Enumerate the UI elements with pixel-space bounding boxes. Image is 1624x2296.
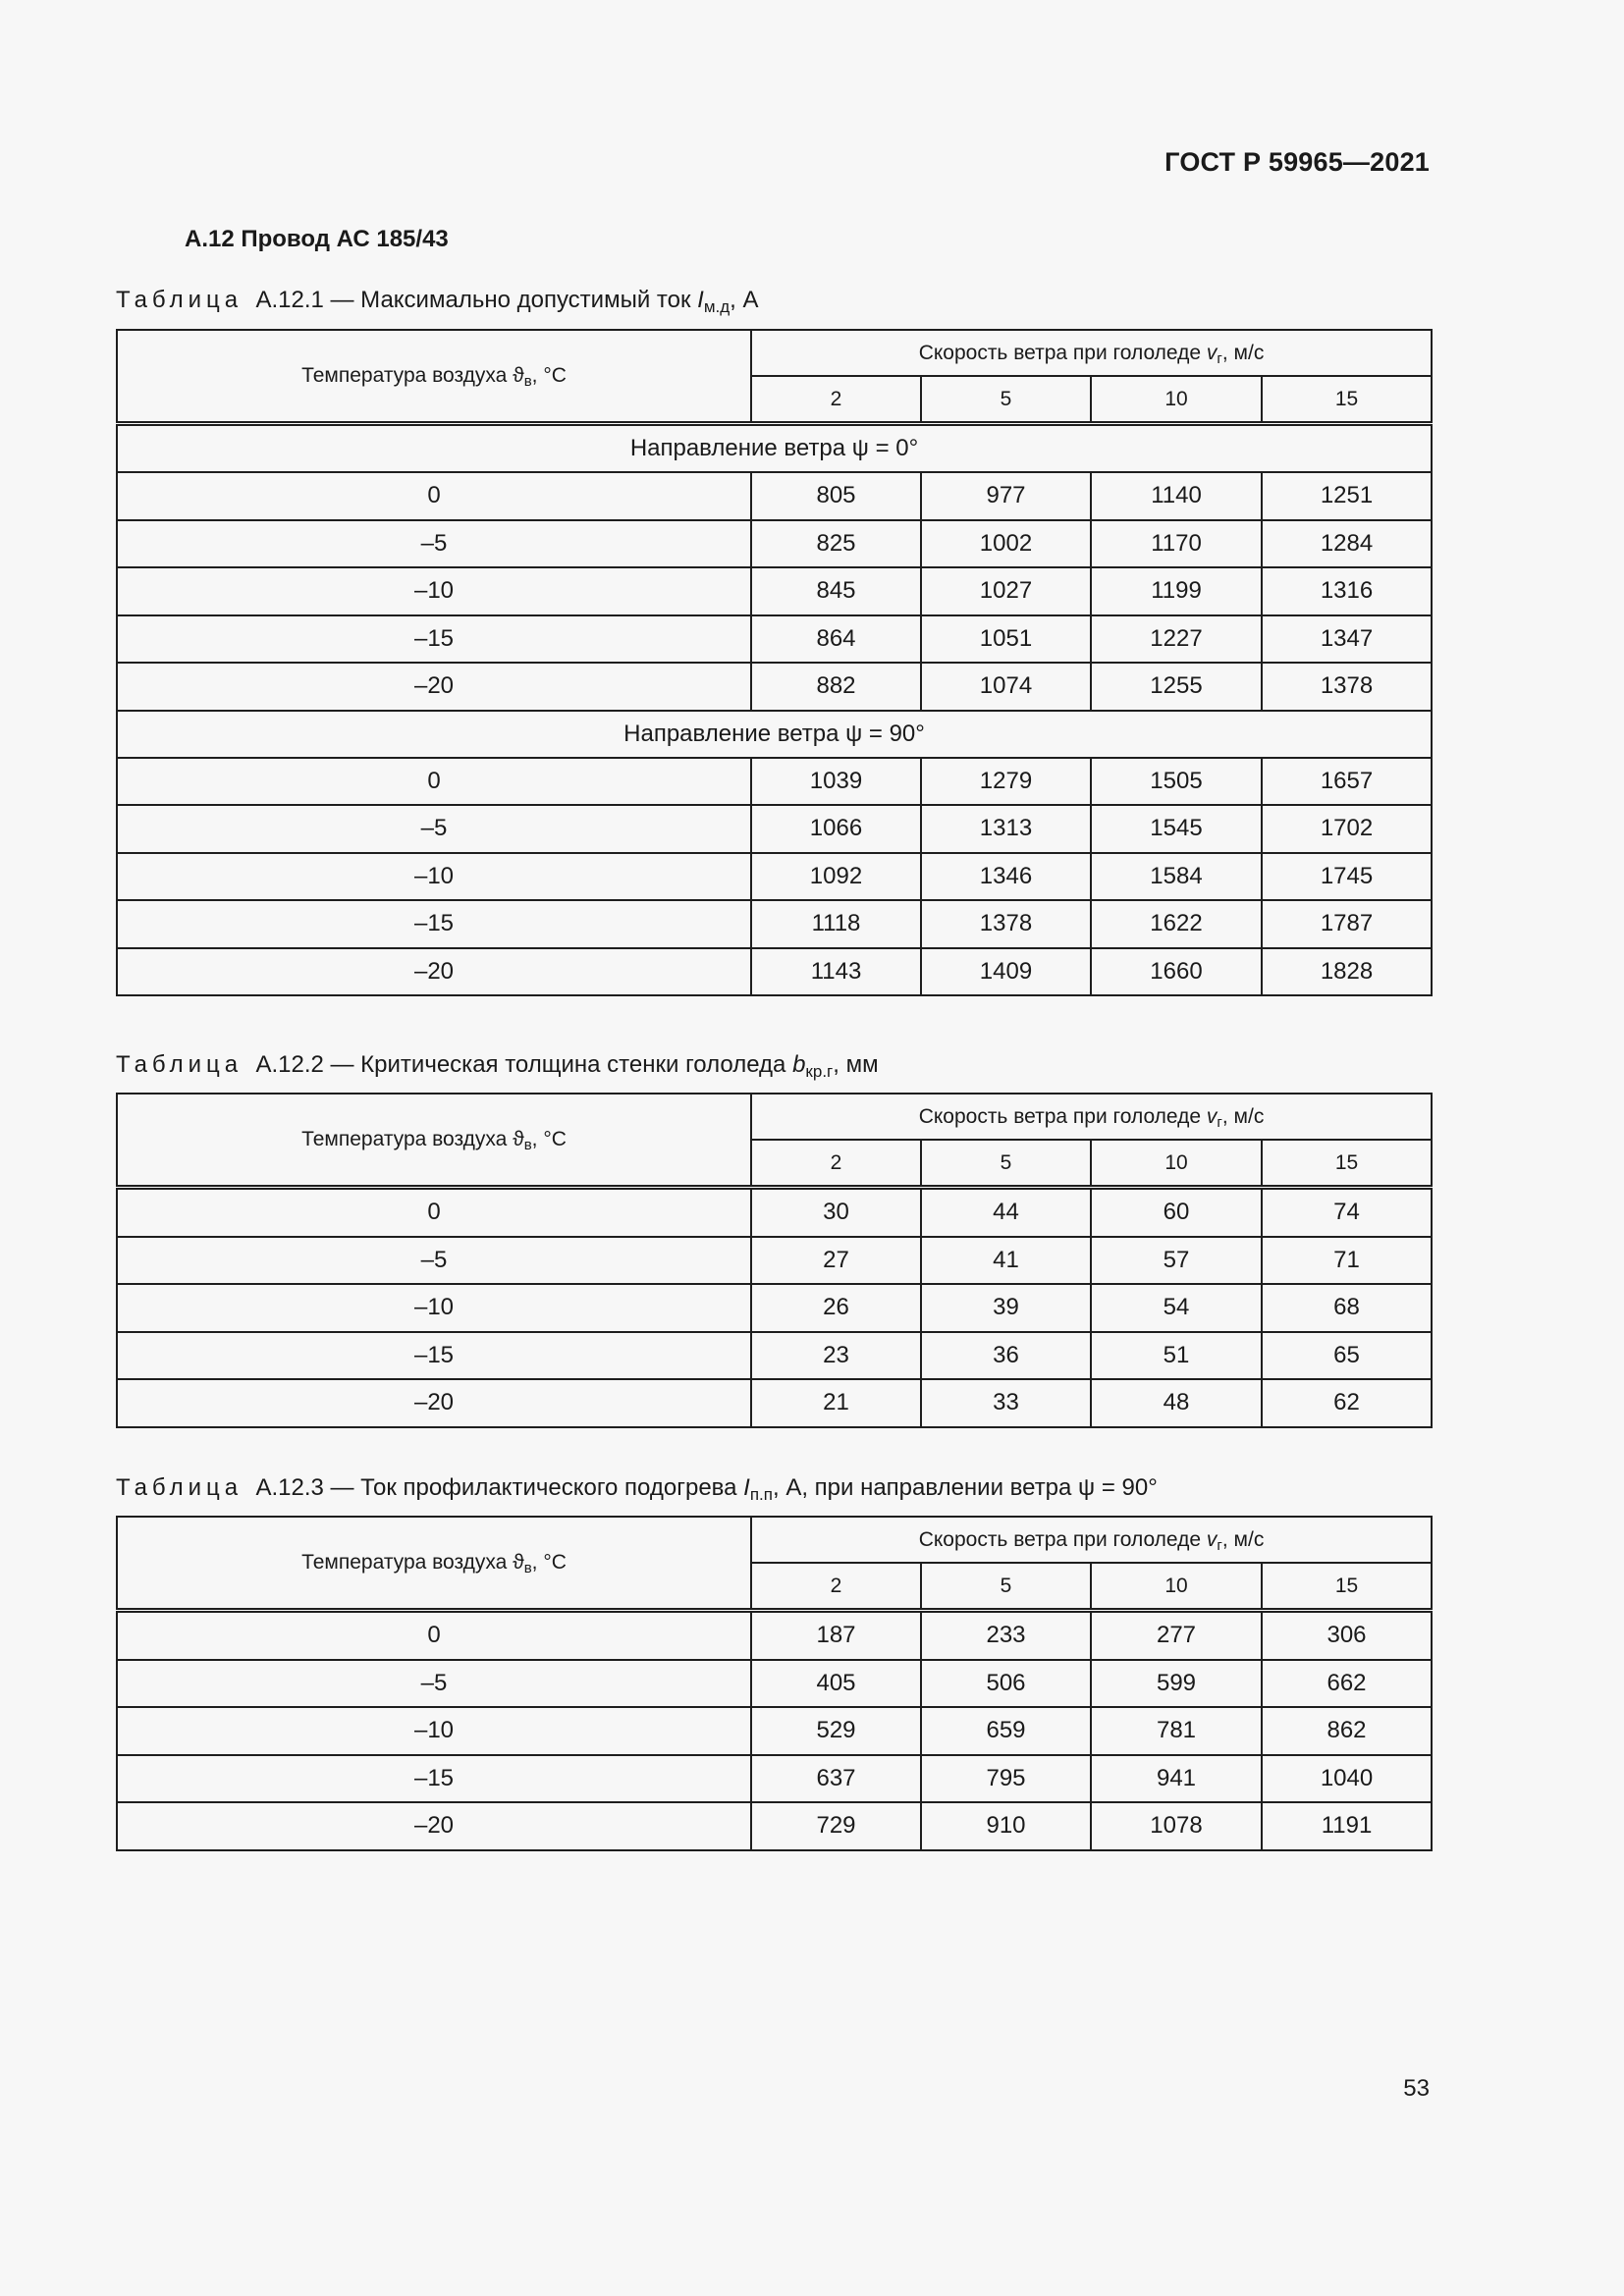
temperature-cell: –10	[117, 1707, 751, 1755]
value-cell: 277	[1091, 1611, 1262, 1660]
temperature-cell: 0	[117, 472, 751, 520]
wind-speed-label: Скорость ветра при гололеде	[918, 341, 1207, 364]
value-cell: 1828	[1262, 948, 1432, 996]
caption-number: А.12.3	[255, 1474, 324, 1501]
value-cell: 1346	[921, 853, 1091, 901]
caption-number: А.12.1	[255, 287, 324, 313]
wind-speed-label: Скорость ветра при гололеде	[918, 1527, 1207, 1551]
temperature-label: Температура воздуха ϑ	[301, 1551, 524, 1574]
caption-symbol: I	[743, 1474, 750, 1501]
value-cell: 1313	[921, 805, 1091, 853]
value-cell: 71	[1262, 1237, 1432, 1285]
value-cell: 1251	[1262, 472, 1432, 520]
wind-speed-header	[751, 330, 1432, 376]
value-cell: 306	[1262, 1611, 1432, 1660]
temperature-cell: –15	[117, 615, 751, 664]
caption-prefix: Таблица	[116, 1051, 244, 1078]
caption-suffix: , мм	[833, 1051, 879, 1078]
table-row	[117, 948, 1432, 996]
value-cell: 1199	[1091, 567, 1262, 615]
caption-text: — Ток профилактического подогрева	[323, 1474, 744, 1501]
value-cell: 637	[751, 1755, 921, 1803]
table-caption	[116, 1051, 879, 1079]
value-cell: 864	[751, 615, 921, 664]
temperature-header	[117, 1517, 751, 1611]
temperature-label: Температура воздуха ϑ	[301, 364, 524, 387]
temperature-cell: –10	[117, 1284, 751, 1332]
caption-text: — Максимально допустимый ток	[323, 287, 698, 313]
temperature-cell: –20	[117, 948, 751, 996]
value-cell: 68	[1262, 1284, 1432, 1332]
value-cell: 1118	[751, 900, 921, 948]
table-row	[117, 1611, 1432, 1660]
caption-prefix: Таблица	[116, 1474, 244, 1501]
value-cell: 659	[921, 1707, 1091, 1755]
temperature-sub: в	[523, 1137, 532, 1153]
value-cell: 1584	[1091, 853, 1262, 901]
temperature-cell: 0	[117, 758, 751, 806]
value-cell: 36	[921, 1332, 1091, 1380]
table-row	[117, 1660, 1432, 1708]
table-row	[117, 615, 1432, 664]
value-cell: 21	[751, 1379, 921, 1427]
table-row	[117, 472, 1432, 520]
caption-symbol-sub: м.д	[703, 297, 731, 316]
table-row	[117, 1755, 1432, 1803]
temperature-cell: –5	[117, 1660, 751, 1708]
value-cell: 805	[751, 472, 921, 520]
temperature-cell: –15	[117, 1332, 751, 1380]
value-cell: 1191	[1262, 1802, 1432, 1850]
value-cell: 1051	[921, 615, 1091, 664]
wind-speed-value: 2	[751, 376, 921, 424]
value-cell: 26	[751, 1284, 921, 1332]
wind-speed-header	[751, 1094, 1432, 1140]
value-cell: 1657	[1262, 758, 1432, 806]
value-cell: 910	[921, 1802, 1091, 1850]
wind-speed-label: Скорость ветра при гололеде	[918, 1104, 1207, 1128]
wind-speed-sub: г	[1217, 1536, 1222, 1554]
table-row	[117, 1237, 1432, 1285]
value-cell: 1140	[1091, 472, 1262, 520]
temperature-header	[117, 1094, 751, 1188]
temperature-cell: –20	[117, 1379, 751, 1427]
value-cell: 54	[1091, 1284, 1262, 1332]
value-cell: 1170	[1091, 520, 1262, 568]
value-cell: 1279	[921, 758, 1091, 806]
wind-speed-sub: г	[1217, 1113, 1222, 1131]
wind-speed-unit: , м/с	[1221, 1527, 1265, 1551]
value-cell: 1378	[1262, 663, 1432, 711]
value-cell: 65	[1262, 1332, 1432, 1380]
value-cell: 941	[1091, 1755, 1262, 1803]
value-cell: 529	[751, 1707, 921, 1755]
temperature-cell: –20	[117, 1802, 751, 1850]
table-caption	[116, 287, 759, 314]
table-row	[117, 1284, 1432, 1332]
table-row	[117, 1188, 1432, 1237]
temperature-header	[117, 330, 751, 424]
value-cell: 33	[921, 1379, 1091, 1427]
table-row	[117, 1332, 1432, 1380]
value-cell: 845	[751, 567, 921, 615]
temperature-cell: 0	[117, 1188, 751, 1237]
value-cell: 729	[751, 1802, 921, 1850]
value-cell: 1078	[1091, 1802, 1262, 1850]
wind-speed-unit: , м/с	[1221, 1104, 1265, 1128]
temperature-cell: –5	[117, 520, 751, 568]
value-cell: 233	[921, 1611, 1091, 1660]
value-cell: 1227	[1091, 615, 1262, 664]
data-table-2	[116, 1093, 1433, 1428]
data-table-3	[116, 1516, 1433, 1851]
value-cell: 60	[1091, 1188, 1262, 1237]
wind-speed-value: 5	[921, 376, 1091, 424]
caption-text: — Критическая толщина стенки гололеда	[323, 1051, 793, 1078]
value-cell: 795	[921, 1755, 1091, 1803]
value-cell: 1316	[1262, 567, 1432, 615]
value-cell: 1284	[1262, 520, 1432, 568]
table-caption	[116, 1474, 1158, 1502]
value-cell: 977	[921, 472, 1091, 520]
caption-suffix: , А, при направлении ветра ψ = 90°	[772, 1474, 1158, 1501]
caption-number: А.12.2	[255, 1051, 324, 1078]
value-cell: 506	[921, 1660, 1091, 1708]
temperature-cell: 0	[117, 1611, 751, 1660]
value-cell: 187	[751, 1611, 921, 1660]
value-cell: 781	[1091, 1707, 1262, 1755]
value-cell: 1545	[1091, 805, 1262, 853]
wind-speed-value: 15	[1262, 1140, 1432, 1188]
table-row	[117, 520, 1432, 568]
temperature-sub: в	[523, 373, 532, 390]
caption-symbol: I	[697, 287, 704, 313]
value-cell: 1255	[1091, 663, 1262, 711]
wind-speed-value: 5	[921, 1563, 1091, 1611]
value-cell: 1702	[1262, 805, 1432, 853]
wind-speed-value: 10	[1091, 376, 1262, 424]
temperature-cell: –5	[117, 1237, 751, 1285]
table-row	[117, 900, 1432, 948]
wind-speed-value: 5	[921, 1140, 1091, 1188]
temperature-sub: в	[523, 1560, 532, 1576]
value-cell: 1622	[1091, 900, 1262, 948]
wind-speed-value: 10	[1091, 1563, 1262, 1611]
temperature-label: Температура воздуха ϑ	[301, 1128, 524, 1150]
value-cell: 882	[751, 663, 921, 711]
value-cell: 1409	[921, 948, 1091, 996]
table-row	[117, 567, 1432, 615]
value-cell: 51	[1091, 1332, 1262, 1380]
value-cell: 1092	[751, 853, 921, 901]
wind-speed-header	[751, 1517, 1432, 1563]
value-cell: 662	[1262, 1660, 1432, 1708]
value-cell: 1027	[921, 567, 1091, 615]
caption-suffix: , А	[730, 287, 759, 313]
value-cell: 1378	[921, 900, 1091, 948]
caption-symbol-sub: п.п	[749, 1485, 773, 1504]
value-cell: 405	[751, 1660, 921, 1708]
temperature-cell: –15	[117, 1755, 751, 1803]
value-cell: 48	[1091, 1379, 1262, 1427]
table-row	[117, 1379, 1432, 1427]
caption-symbol-sub: кр.г	[805, 1062, 834, 1081]
wind-speed-symbol: v	[1206, 1104, 1218, 1128]
table-row	[117, 663, 1432, 711]
value-cell: 1745	[1262, 853, 1432, 901]
caption-symbol: b	[792, 1051, 806, 1078]
table-row	[117, 805, 1432, 853]
table-row	[117, 1707, 1432, 1755]
section-title: А.12 Провод АС 185/43	[185, 226, 449, 252]
value-cell: 41	[921, 1237, 1091, 1285]
value-cell: 27	[751, 1237, 921, 1285]
table-row	[117, 853, 1432, 901]
table-row	[117, 1802, 1432, 1850]
table-row	[117, 758, 1432, 806]
wind-speed-value: 2	[751, 1140, 921, 1188]
value-cell: 1066	[751, 805, 921, 853]
wind-speed-symbol: v	[1206, 341, 1218, 364]
value-cell: 1074	[921, 663, 1091, 711]
temperature-cell: –10	[117, 567, 751, 615]
value-cell: 62	[1262, 1379, 1432, 1427]
value-cell: 825	[751, 520, 921, 568]
value-cell: 1143	[751, 948, 921, 996]
temperature-unit: , °С	[531, 364, 567, 387]
wind-speed-unit: , м/с	[1221, 341, 1265, 364]
temperature-cell: –15	[117, 900, 751, 948]
value-cell: 1002	[921, 520, 1091, 568]
value-cell: 44	[921, 1188, 1091, 1237]
value-cell: 30	[751, 1188, 921, 1237]
standard-code: ГОСТ Р 59965—2021	[1164, 147, 1430, 177]
value-cell: 57	[1091, 1237, 1262, 1285]
value-cell: 39	[921, 1284, 1091, 1332]
wind-speed-value: 10	[1091, 1140, 1262, 1188]
data-table-1	[116, 329, 1433, 996]
temperature-cell: –5	[117, 805, 751, 853]
wind-speed-value: 15	[1262, 376, 1432, 424]
wind-direction-group-title: Направление ветра ψ = 0°	[117, 424, 1432, 473]
value-cell: 1505	[1091, 758, 1262, 806]
value-cell: 1040	[1262, 1755, 1432, 1803]
value-cell: 1347	[1262, 615, 1432, 664]
wind-speed-symbol: v	[1206, 1527, 1218, 1551]
value-cell: 599	[1091, 1660, 1262, 1708]
temperature-unit: , °С	[531, 1551, 567, 1574]
temperature-cell: –20	[117, 663, 751, 711]
wind-speed-value: 2	[751, 1563, 921, 1611]
wind-speed-sub: г	[1217, 349, 1222, 367]
wind-direction-group-title: Направление ветра ψ = 90°	[117, 711, 1432, 758]
temperature-cell: –10	[117, 853, 751, 901]
caption-prefix: Таблица	[116, 287, 244, 313]
value-cell: 23	[751, 1332, 921, 1380]
value-cell: 1787	[1262, 900, 1432, 948]
value-cell: 1660	[1091, 948, 1262, 996]
value-cell: 862	[1262, 1707, 1432, 1755]
wind-speed-value: 15	[1262, 1563, 1432, 1611]
value-cell: 1039	[751, 758, 921, 806]
temperature-unit: , °С	[531, 1128, 567, 1150]
page-number: 53	[1403, 2075, 1430, 2102]
value-cell: 74	[1262, 1188, 1432, 1237]
